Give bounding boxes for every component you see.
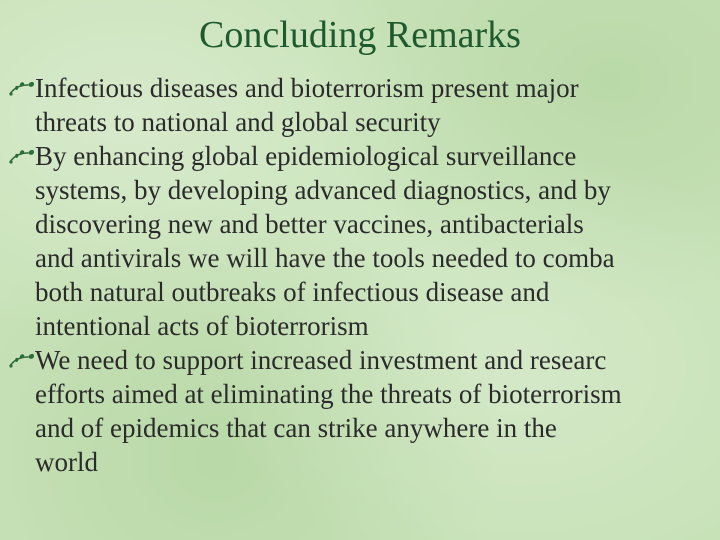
bullet-item bbox=[0, 71, 720, 139]
bullet-text-line: By enhancing global epidemiological surveillance bbox=[35, 141, 577, 171]
bullet-text-line: discovering new and better vaccines, antibacterials bbox=[35, 209, 584, 239]
flower-ornament-icon bbox=[8, 147, 36, 165]
bullet-item bbox=[0, 139, 720, 343]
bullet-item bbox=[0, 343, 720, 479]
bullet-text-line: threats to national and global security bbox=[35, 107, 441, 137]
bullet-text-line: We need to support increased investment and researc bbox=[35, 345, 607, 375]
bullet-list bbox=[0, 71, 720, 540]
bullet-text-line: and of epidemics that can strike anywhere in the bbox=[35, 413, 557, 443]
bullet-text-line: intentional acts of bioterrorism bbox=[35, 311, 369, 341]
flower-ornament-icon bbox=[8, 79, 36, 97]
flower-ornament-icon bbox=[8, 351, 36, 369]
bullet-text-line: Infectious diseases and bioterrorism present major bbox=[35, 73, 579, 103]
bullet-text-line: efforts aimed at eliminating the threats of bioterrorism bbox=[35, 379, 622, 409]
bullet-text-line: world bbox=[35, 447, 98, 477]
slide-title: Concluding Remarks bbox=[199, 14, 521, 56]
bullet-text-line: systems, by developing advanced diagnostics, and by bbox=[35, 175, 611, 205]
bullet-text-line: both natural outbreaks of infectious disease and bbox=[35, 277, 550, 307]
bullet-text-line: and antivirals we will have the tools needed to comba bbox=[35, 243, 615, 273]
